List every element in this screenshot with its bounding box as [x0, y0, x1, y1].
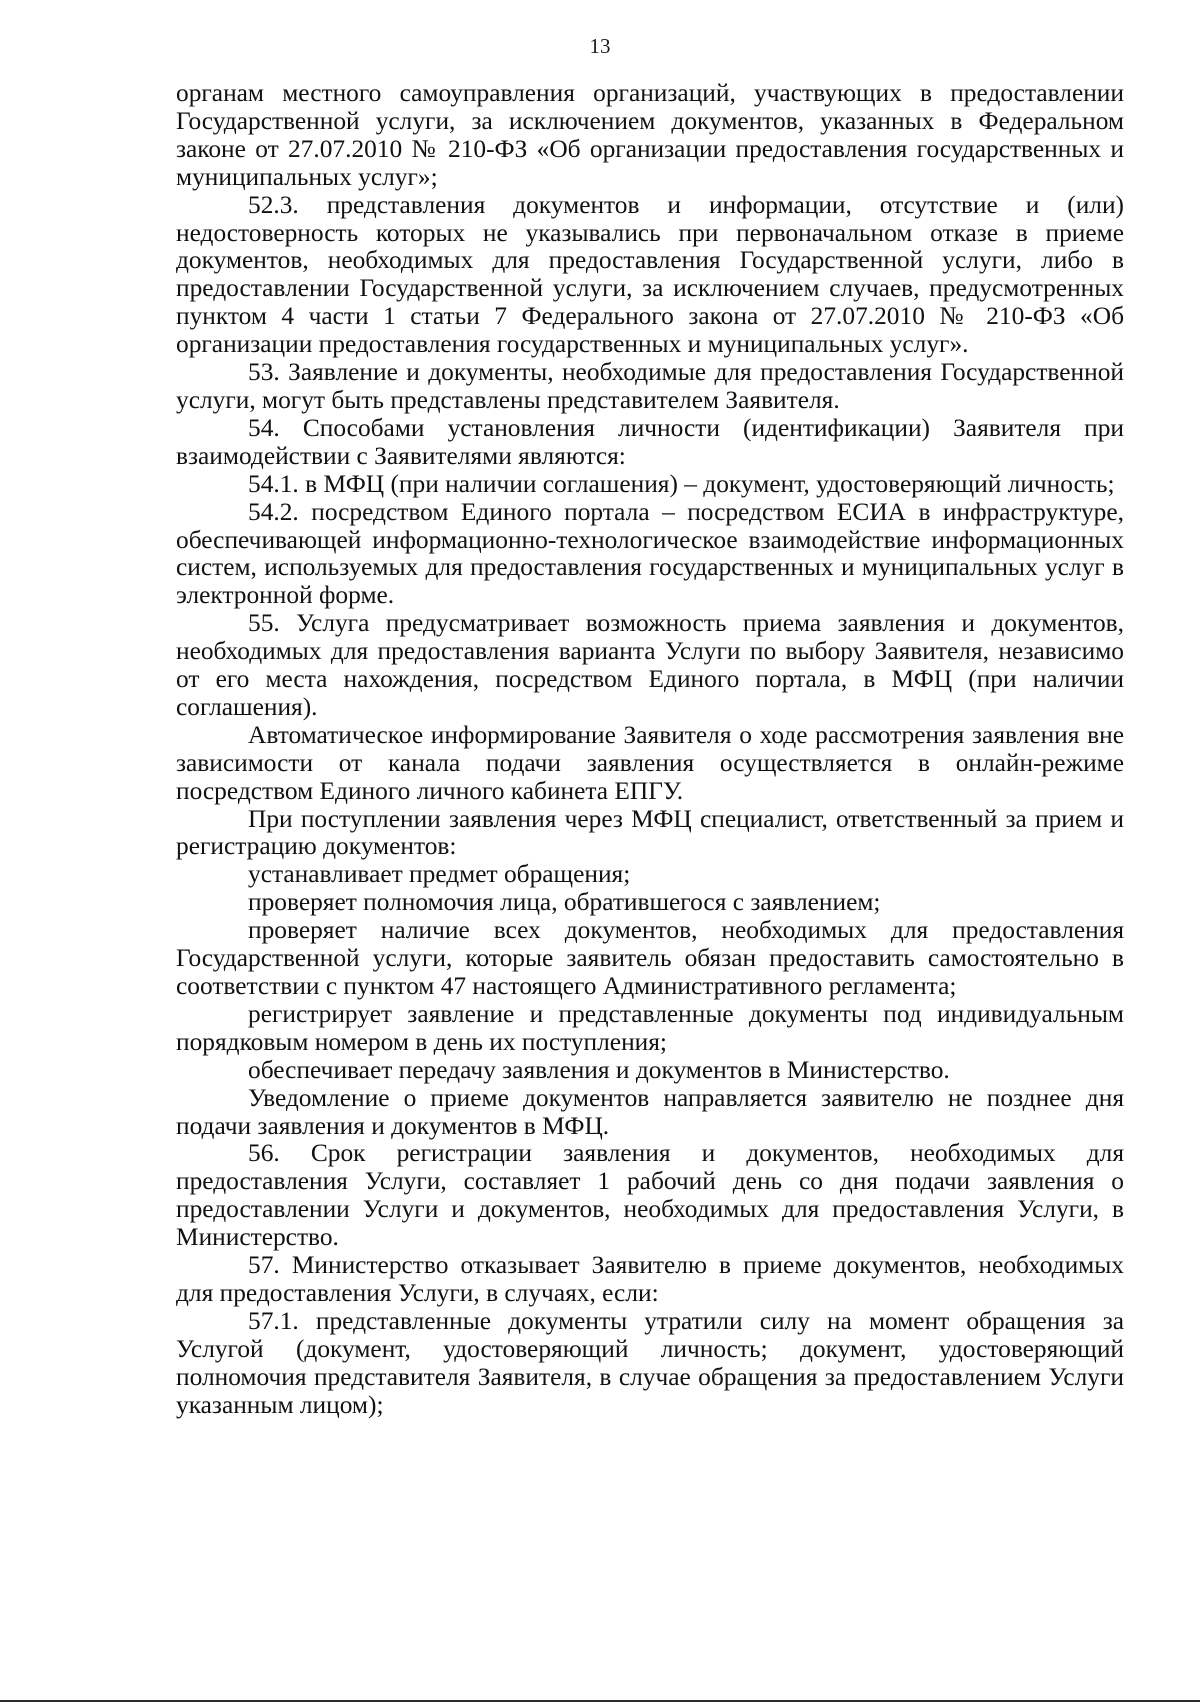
paragraph-54-2: 54.2. посредством Единого портала – посредством ЕСИА в инфраструктуре, обеспечивающей информационно-технологическое взаимодействие информационных систем, используемых для предоставления государственных и муниципальных услуг в электронной форме.	[176, 497, 1124, 610]
paragraph-54-1: 54.1. в МФЦ (при наличии соглашения) – документ, удостоверяющий личность;	[248, 469, 1115, 498]
paragraph-55: 55. Услуга предусматривает возможность приема заявления и документов, необходимых для предоставления варианта Услуги по выбору Заявителя, независимо от его места нахождения, посредством Единого портала, в МФЦ (при наличии соглашения).	[176, 609, 1124, 721]
paragraph-notification: Уведомление о приеме документов направляется заявителю не позднее дня подачи заявления и документов в МФЦ.	[176, 1083, 1124, 1140]
paragraph-53: 53. Заявление и документы, необходимые для предоставления Государственной услуги, могут быть представлены представителем Заявителя.	[176, 358, 1124, 414]
paragraph-auto-informing: Автоматическое информирование Заявителя о ходе рассмотрения заявления вне зависимости от канала подачи заявления осуществляется в онлайн-режиме посредством Единого личного кабинета ЕПГУ.	[176, 720, 1124, 805]
paragraph-57: 57. Министерство отказывает Заявителю в приеме документов, необходимых для предоставления Услуги, в случаях, если:	[176, 1251, 1124, 1307]
paragraph-mfc-intake: При поступлении заявления через МФЦ специалист, ответственный за прием и регистрацию документов:	[176, 804, 1124, 861]
bottom-divider	[0, 1700, 1200, 1702]
paragraph-54: 54. Способами установления личности (идентификации) Заявителя при взаимодействии с Заявителями являются:	[176, 413, 1124, 470]
paragraph-56: 56. Срок регистрации заявления и документов, необходимых для предоставления Услуги, составляет 1 рабочий день со дня подачи заявления о предоставлении Услуги и документов, необходимых для предоставления Услуги, в Министерство.	[176, 1139, 1124, 1252]
paragraph-52-3: 52.3. представления документов и информации, отсутствие и (или) недостоверность которых не указывались при первоначальном отказе в приеме документов, необходимых для предоставления Государственной услуги, либо в предоставлении Государственной услуги, за исключением случаев, предусмотренных пунктом 4 части 1 статьи 7 Федерального закона от 27.07.2010 № 210-ФЗ «Об организации предоставления государственных и муниципальных услуг».	[176, 190, 1124, 359]
page-number: 13	[589, 34, 611, 58]
list-item: регистрирует заявление и представленные документы под индивидуальным порядковым номером в день их поступления;	[176, 999, 1124, 1056]
paragraph-57-1: 57.1. представленные документы утратили силу на момент обращения за Услугой (документ, удостоверяющий личность; документ, удостоверяющий полномочия представителя Заявителя, в случае обращения за предоставлением Услуги указанным лицом);	[176, 1306, 1124, 1419]
list-item: обеспечивает передачу заявления и документов в Министерство.	[248, 1055, 950, 1084]
list-item: проверяет наличие всех документов, необходимых для предоставления Государственной услуги, которые заявитель обязан предоставить самостоятельно в соответствии с пунктом 47 настоящего Административного регламента;	[176, 916, 1124, 1000]
list-item: устанавливает предмет обращения;	[248, 860, 631, 889]
document-body	[176, 80, 1124, 1420]
list-item: проверяет полномочия лица, обратившегося с заявлением;	[248, 888, 881, 917]
paragraph: органам местного самоуправления организаций, участвующих в предоставлении Государственной услуги, за исключением документов, указанных в Федеральном законе от 27.07.2010 № 210-ФЗ «Об организации предоставления государственных и муниципальных услуг»;	[176, 79, 1124, 191]
